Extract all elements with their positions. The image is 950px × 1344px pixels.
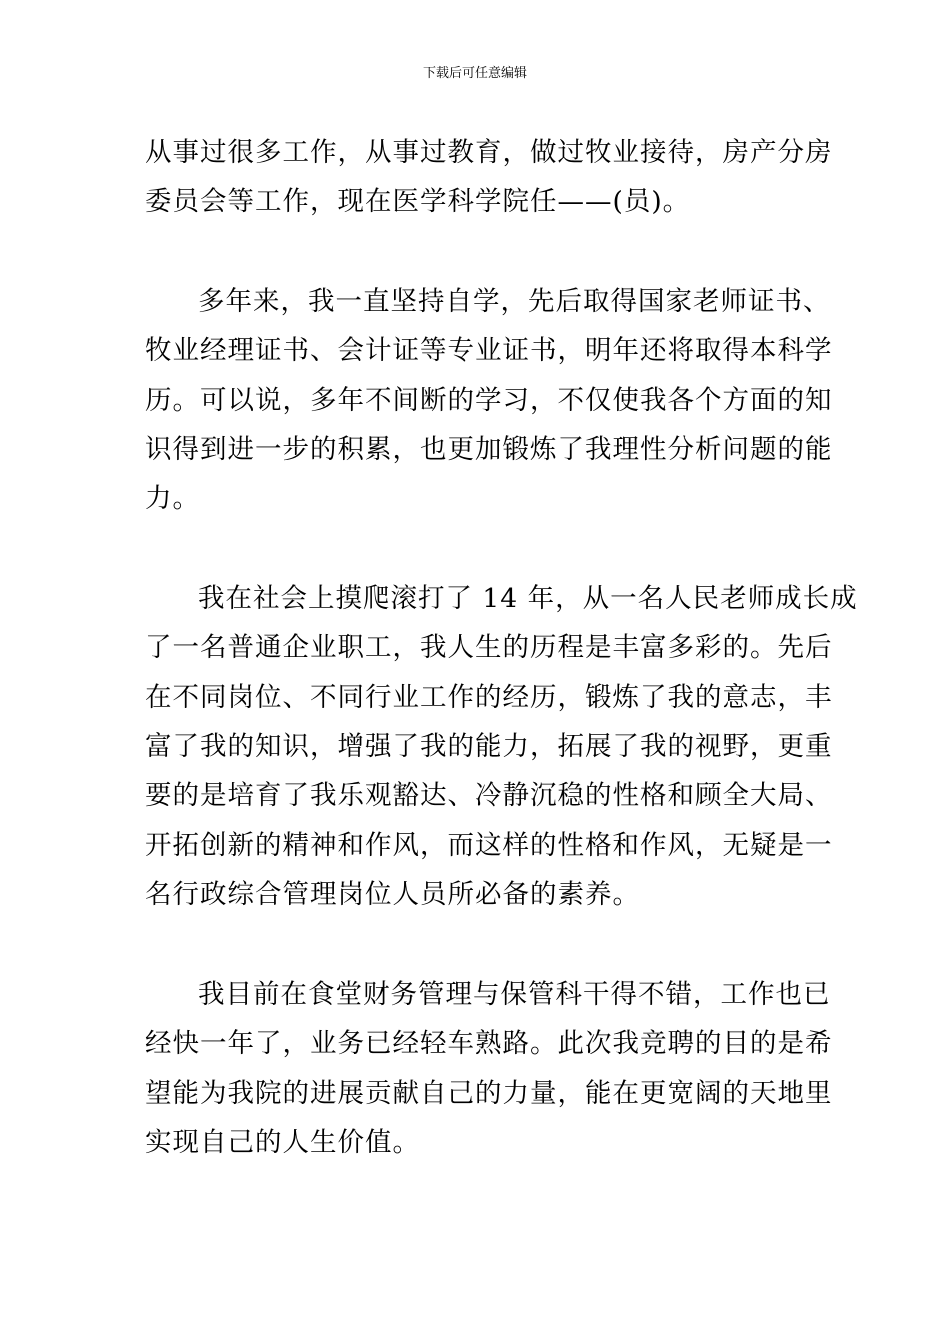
page-header: 下载后可任意编辑 [422,66,527,81]
text-line: 要的是培育了我乐观豁达、冷静沉稳的性格和顾全大局、 [145,780,833,812]
text-line: 力。 [145,483,200,515]
text-line: 委员会等工作，现在医学科学院任——(员)。 [145,186,691,218]
document-body [145,128,858,1217]
paragraph-3 [145,574,858,920]
text-line: 富了我的知识，增强了我的能力，拓展了我的视野，更重 [145,731,833,763]
text-line: 了一名普通企业职工，我人生的历程是丰富多彩的。先后 [145,632,833,664]
text-line: 经快一年了，业务已经轻车熟路。此次我竞聘的目的是希 [145,1028,833,1060]
paragraph-4 [145,970,833,1168]
text-line: 名行政综合管理岗位人员所必备的素养。 [145,879,640,911]
text-line: 从事过很多工作，从事过教育，做过牧业接待，房产分房 [145,137,833,168]
text-line: 识得到进一步的积累，也更加锻炼了我理性分析问题的能 [145,434,833,466]
text-line: 牧业经理证书、会计证等专业证书，明年还将取得本科学 [145,335,833,367]
text-line: 开拓创新的精神和作风，而这样的性格和作风，无疑是一 [145,829,833,861]
text-line: 实现自己的人生价值。 [145,1126,420,1158]
text-line: 我在社会上摸爬滚打了 14 年，从一名人民老师成长成 [198,582,858,614]
paragraph-2 [145,277,833,524]
text-line: 历。可以说，多年不间断的学习，不仅使我各个方面的知 [145,384,833,416]
text-line: 望能为我院的进展贡献自己的力量，能在更宽阔的天地里 [145,1077,833,1109]
text-line: 我目前在食堂财务管理与保管科干得不错，工作也已 [198,978,831,1010]
text-line: 多年来，我一直坚持自学，先后取得国家老师证书、 [198,285,831,317]
text-line: 在不同岗位、不同行业工作的经历，锻炼了我的意志，丰 [145,681,833,713]
paragraph-1 [145,128,833,227]
